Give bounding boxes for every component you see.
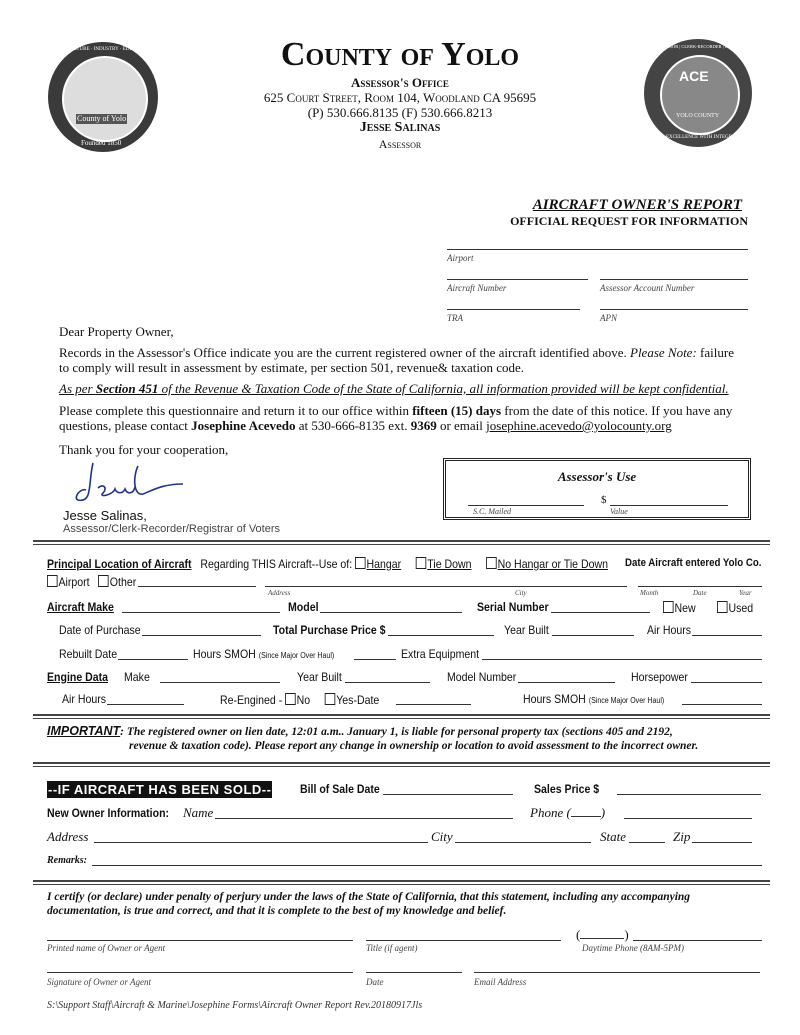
engine-data-label: Engine Data	[47, 670, 109, 684]
engine-air-hours-label: Air Hours	[62, 692, 107, 706]
office-address: 625 Court Street, Room 104, Woodland CA 95695	[263, 90, 537, 105]
airport-checkbox[interactable]: Airport	[47, 575, 90, 589]
greeting: Dear Property Owner,	[59, 324, 174, 339]
extra-equipment-label: Extra Equipment	[401, 647, 480, 661]
apn-label: APN	[600, 313, 617, 323]
horsepower-label: Horsepower	[631, 670, 688, 684]
serial-label: Serial Number	[477, 600, 549, 614]
remarks-field[interactable]	[92, 865, 762, 866]
engine-air-hours-field[interactable]	[107, 704, 184, 705]
assessor-title: Assessor	[378, 137, 422, 151]
letter-paragraph-2b: questions, please contact Josephine Acevedo at 530-666-8135 ext. 9369 or email josephine.acevedo@yolocounty.org	[59, 418, 672, 433]
signature-field[interactable]	[47, 972, 353, 973]
purchase-date-label: Date of Purchase	[59, 623, 141, 637]
engine-model-label: Model Number	[447, 670, 517, 684]
confidential-notice: As per Section 451 of the Revenue & Taxation Code of the State of California, all information provided will be kept confidential.	[59, 381, 729, 396]
month-label: Month	[640, 589, 659, 597]
email-field[interactable]	[474, 972, 760, 973]
air-hours-label: Air Hours	[647, 623, 692, 637]
office-name: Assessor's Office	[351, 75, 449, 90]
tra-label: TRA	[447, 313, 464, 323]
assessor-name: Jesse Salinas	[359, 120, 441, 135]
airport-field[interactable]	[447, 249, 748, 250]
office-phones: (P) 530.666.8135 (F) 530.666.8213	[307, 105, 493, 120]
tiedown-checkbox[interactable]: Tie Down	[416, 557, 472, 571]
date-field[interactable]	[366, 972, 462, 973]
city-label: City	[515, 589, 527, 597]
date-label: Date	[693, 589, 707, 597]
signer-title: Assessor/Clerk-Recorder/Registrar of Voters	[63, 523, 281, 535]
new-owner-name-field[interactable]	[215, 818, 513, 819]
ace-seal-logo: ACE YOLO COUNTY ASSESSOR | CLERK-RECORDER | ELECTIONS EXCELLENCE WITH INTEGRITY	[644, 39, 752, 147]
engine-smoh-field[interactable]	[682, 704, 762, 705]
sold-banner: --IF AIRCRAFT HAS BEEN SOLD--	[48, 782, 272, 797]
new-owner-label: New Owner Information:	[47, 806, 170, 820]
serial-field[interactable]	[551, 612, 650, 613]
county-seal-logo: AGRICULTURE · INDUSTRY · EDUCATION County of Yolo Founded 1850	[48, 42, 158, 152]
reengined-row: Re-Engined - No Yes-Date	[220, 693, 380, 707]
important-notice: IMPORTANT: The registered owner on lien date, 12:01 a.m.. January 1, is liable for personal property tax (sections 405 and 2192,	[47, 724, 673, 738]
title-field[interactable]	[366, 940, 561, 941]
new-owner-name-label: Name	[183, 805, 214, 820]
sc-mailed-field[interactable]	[468, 505, 584, 506]
printed-name-label: Printed name of Owner or Agent	[47, 943, 166, 953]
letter-paragraph-1b: to comply will result in assessment by estimate, per section 501, revenue& taxation code.	[59, 360, 524, 375]
reengined-date-field[interactable]	[396, 704, 471, 705]
tra-field[interactable]	[447, 309, 580, 310]
airport-other-row	[47, 575, 136, 588]
aircraft-location-row: Principal Location of Aircraft Regarding THIS Aircraft--Use of: Hangar Tie Down No Hangar or Tie Down	[47, 557, 608, 571]
engine-model-field[interactable]	[518, 682, 615, 683]
new-owner-city-label: City	[431, 829, 453, 844]
model-field[interactable]	[320, 612, 462, 613]
year-built-field[interactable]	[552, 635, 634, 636]
dollar-sign: $	[601, 494, 607, 506]
signature-image	[68, 458, 183, 508]
page-title: County of Yolo	[280, 36, 520, 73]
reengined-no-checkbox[interactable]: No	[285, 693, 310, 707]
thanks: Thank you for your cooperation,	[59, 442, 229, 457]
hangar-checkbox[interactable]: Hangar	[355, 557, 401, 571]
reengined-yes-checkbox[interactable]: Yes-Date	[325, 693, 379, 707]
aircraft-make-field[interactable]	[122, 612, 280, 613]
other-checkbox[interactable]: Other	[98, 575, 136, 589]
sc-mailed-label: S.C. Mailed	[473, 507, 511, 516]
purchase-date-field[interactable]	[142, 635, 261, 636]
airport-label: Airport	[447, 253, 474, 263]
location-address-city-field[interactable]	[265, 586, 627, 587]
new-owner-state-label: State	[600, 829, 626, 844]
date-entered-label: Date Aircraft entered Yolo Co.	[625, 557, 762, 569]
report-title: AIRCRAFT OWNER'S REPORT	[532, 197, 742, 213]
account-number-label: Assessor Account Number	[600, 283, 695, 293]
signer-name: Jesse Salinas,	[63, 508, 147, 523]
aircraft-number-field[interactable]	[447, 279, 588, 280]
new-owner-zip-field[interactable]	[692, 842, 752, 843]
certification-text: I certify (or declare) under penalty of perjury under the laws of the State of California, that this statement, including any accompanying	[47, 891, 691, 903]
email-link[interactable]: josephine.acevedo@yolocounty.org	[486, 418, 672, 433]
aircraft-number-label: Aircraft Number	[447, 283, 507, 293]
letter-paragraph-2: Please complete this questionnaire and return it to our office within fifteen (15) days from the date of this notice. If you have any	[59, 403, 733, 418]
rebuilt-date-field[interactable]	[118, 659, 188, 660]
email-label: Email Address	[474, 977, 527, 987]
sales-price-label: Sales Price $	[534, 782, 600, 796]
other-field[interactable]	[138, 586, 256, 587]
rebuilt-date-label: Rebuilt Date	[59, 647, 118, 661]
aircraft-make-label: Aircraft Make	[47, 600, 114, 614]
model-label: Model	[288, 600, 319, 614]
report-subtitle: OFFICIAL REQUEST FOR INFORMATION	[510, 214, 748, 228]
new-owner-state-field[interactable]	[629, 842, 665, 843]
price-label: Total Purchase Price $	[273, 623, 386, 637]
divider	[33, 714, 770, 719]
engine-smoh-label: Hours SMOH (Since Major Over Haul)	[523, 692, 665, 706]
apn-field[interactable]	[600, 309, 748, 310]
certification-text-2: documentation, is true and correct, and that it is complete to the best of my knowledge and belief.	[47, 905, 507, 917]
bill-of-sale-field[interactable]	[383, 794, 513, 795]
new-checkbox[interactable]: New	[663, 601, 696, 614]
new-owner-address-label: Address	[47, 829, 89, 844]
smoh-field[interactable]	[354, 659, 396, 660]
value-field[interactable]	[610, 505, 728, 506]
divider	[33, 762, 770, 767]
daytime-phone-field[interactable]	[633, 940, 762, 941]
printed-name-field[interactable]	[47, 940, 353, 941]
horsepower-field[interactable]	[691, 682, 762, 683]
date-entered-field[interactable]	[638, 586, 762, 587]
engine-make-label: Make	[124, 670, 150, 684]
price-field[interactable]	[388, 635, 494, 636]
important-notice-2: revenue & taxation code). Please report any change in ownership or location to avoid assessment to the incorrect owner.	[129, 740, 699, 752]
daytime-phone-area: ( )	[576, 927, 629, 942]
new-owner-phone-field[interactable]	[624, 818, 752, 819]
new-owner-zip-label: Zip	[673, 829, 691, 844]
smoh-label: Hours SMOH (Since Major Over Haul)	[193, 647, 335, 661]
used-checkbox[interactable]: Used	[717, 601, 753, 614]
divider	[33, 880, 770, 885]
divider	[33, 540, 770, 545]
value-label: Value	[610, 507, 628, 516]
assessors-use-box	[443, 458, 751, 520]
engine-year-label: Year Built	[297, 670, 342, 684]
new-owner-city-field[interactable]	[455, 842, 591, 843]
air-hours-field[interactable]	[692, 635, 762, 636]
engine-year-field[interactable]	[345, 682, 430, 683]
account-number-field[interactable]	[600, 279, 748, 280]
year-built-label: Year Built	[504, 623, 549, 637]
footer-path: S:\Support Staff\Aircraft & Marine\Josephine Forms\Aircraft Owner Report Rev.20180917Jls	[47, 1000, 423, 1011]
assessors-use-title: Assessor's Use	[557, 469, 637, 484]
letter-paragraph-1: Records in the Assessor's Office indicate you are the current registered owner of the aircraft identified above. Please Note: failure	[59, 345, 734, 360]
sales-price-field[interactable]	[617, 794, 761, 795]
extra-equipment-field[interactable]	[482, 659, 762, 660]
no-hangar-checkbox[interactable]: No Hangar or Tie Down	[486, 557, 608, 571]
signature-label: Signature of Owner or Agent	[47, 977, 151, 987]
year-label: Year	[739, 589, 752, 597]
address-label: Address	[268, 589, 291, 597]
date-label-sig: Date	[366, 977, 384, 987]
phone-label: Phone ( )	[530, 805, 606, 820]
title-label: Title (if agent)	[366, 943, 418, 953]
engine-make-field[interactable]	[160, 682, 280, 683]
bill-of-sale-label: Bill of Sale Date	[300, 782, 380, 796]
remarks-label: Remarks:	[47, 855, 87, 866]
new-owner-address-field[interactable]	[94, 842, 428, 843]
daytime-phone-label: Daytime Phone (8AM-5PM)	[582, 943, 684, 953]
